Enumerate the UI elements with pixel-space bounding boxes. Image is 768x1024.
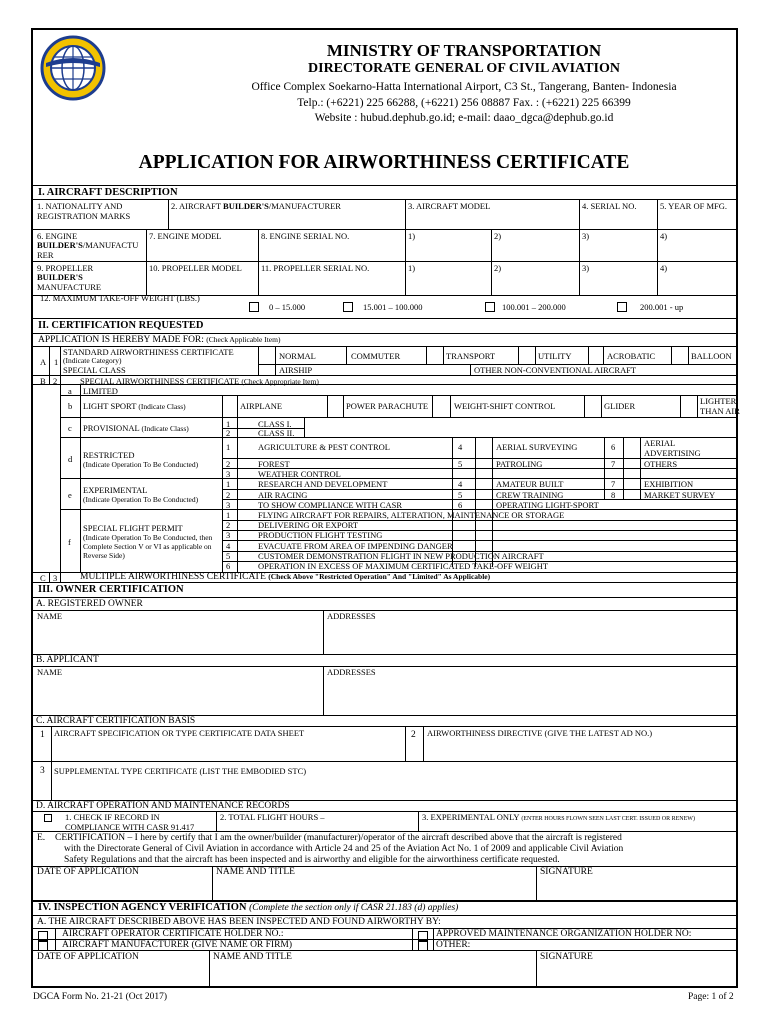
weather-control-option[interactable]: WEATHER CONTROL <box>258 469 341 479</box>
special-flight-permit-option[interactable]: SPECIAL FLIGHT PERMIT <box>83 523 183 533</box>
row-b-lightsport: b <box>68 401 73 411</box>
aoc-holder-label: AIRCRAFT OPERATOR CERTIFICATE HOLDER NO.: <box>62 929 284 939</box>
class-2-number: 2 <box>226 428 231 438</box>
row-a-label: A <box>40 357 47 367</box>
r5-number: 5 <box>458 459 463 469</box>
market-survey-option[interactable]: MARKET SURVEY <box>644 490 716 500</box>
row-c-number: 3 <box>53 573 58 583</box>
provisional-option[interactable]: PROVISIONAL (Indicate Class) <box>83 423 189 433</box>
multiple-airworthiness-option[interactable]: MULTIPLE AIRWORTHINESS CERTIFICATE (Check Above "Restricted Operation" And "Limited" As Applicable) <box>80 572 491 582</box>
aerial-advertising-option[interactable]: AERIAL <box>644 438 676 448</box>
certification-e-label: E. <box>37 833 46 843</box>
f2-number: 2 <box>226 520 231 530</box>
evacuate-danger-option[interactable]: EVACUATE FROM AREA OF IMPENDING DANGER <box>258 541 453 551</box>
row-d-restricted: d <box>68 454 73 464</box>
builder-label: 2. AIRCRAFT BUILDER'S/MANUFACTURER <box>171 201 341 211</box>
sfp-note-2: Complete Section V or VI as applicable on <box>83 542 212 551</box>
weight-15001-100000-label: 15.001 – 100.000 <box>363 302 423 312</box>
weight-100001-200000-label: 100.001 – 200.000 <box>502 302 566 312</box>
aerial-advertising-option-line2: ADVERTISING <box>644 448 701 458</box>
row-c-label: C <box>40 573 46 583</box>
other-label: OTHER: <box>436 940 471 950</box>
c3-number: 3 <box>40 766 45 776</box>
f6-number: 6 <box>226 561 231 571</box>
registration-marks-label: REGISTRATION MARKS <box>37 211 131 221</box>
propeller-manufacture-label: MANUFACTURE <box>37 282 102 292</box>
c2-number: 2 <box>411 730 416 740</box>
production-flight-testing-option[interactable]: PRODUCTION FLIGHT TESTING <box>258 530 383 540</box>
e7-number: 7 <box>611 479 616 489</box>
manufacturer-label: AIRCRAFT MANUFACTURER (GIVE NAME OR FIRM) <box>62 940 293 950</box>
lighter-than-air-option[interactable]: LIGHTER <box>700 396 737 406</box>
applicant-addresses-label: ADDRESSES <box>327 667 376 677</box>
sfp-note-1: (Indicate Operation To Be Conducted, then <box>83 533 213 542</box>
section-2-title: II. CERTIFICATION REQUESTED <box>38 320 204 331</box>
airworthiness-directive-label: AIRWORTHINESS DIRECTIVE (GIVE THE LATEST AD NO.) <box>427 728 653 738</box>
registered-owner-title: A. REGISTERED OWNER <box>36 599 143 609</box>
e6-number: 6 <box>458 500 463 510</box>
serial-no-label: 4. SERIAL NO. <box>582 201 637 211</box>
other-nonconventional-option[interactable]: OTHER NON-CONVENTIONAL AIRCRAFT <box>474 365 637 375</box>
restricted-note: (Indicate Operation To Be Conducted) <box>83 460 199 469</box>
e5-number: 5 <box>458 490 463 500</box>
transport-option[interactable]: TRANSPORT <box>446 351 496 361</box>
commuter-option[interactable]: COMMUTER <box>351 351 401 361</box>
excess-mtow-option[interactable]: OPERATION IN EXCESS OF MAXIMUM CERTIFICATED TAKE-OFF WEIGHT <box>258 561 549 571</box>
experimental-only-label: 3. EXPERIMENTAL ONLY (ENTER HOURS FLOWN SEEN LAST CERT. ISSUED OR RENEW) <box>422 812 695 822</box>
exhibition-option[interactable]: EXHIBITION <box>644 479 694 489</box>
engine-serial-2: 2) <box>494 231 502 241</box>
propeller-model-label: 10. PROPELLER MODEL <box>149 263 242 273</box>
row-a-number: 1 <box>54 357 59 367</box>
f1-number: 1 <box>226 510 231 520</box>
f5-number: 5 <box>226 551 231 561</box>
e1-number: 1 <box>226 479 231 489</box>
section-3-title: III. OWNER CERTIFICATION <box>38 584 184 595</box>
experimental-note: (Indicate Operation To Be Conducted) <box>83 495 199 504</box>
owner-name-label: NAME <box>37 611 63 621</box>
r3-number: 3 <box>226 469 231 479</box>
propeller-builder-label: BUILDER'S <box>37 272 83 282</box>
record-compliance-casr-label: COMPLIANCE WITH CASR 91.417 <box>65 822 195 832</box>
propeller-serial-4: 4) <box>660 263 668 273</box>
standard-airworthiness-label: STANDARD AIRWORTHINESS CERTIFICATE <box>63 347 234 357</box>
patroling-option[interactable]: PATROLING <box>496 459 543 469</box>
phone-line: Telp.: (+6221) 225 66288, (+6221) 256 08887 Fax. : (+6221) 225 66399 <box>297 97 631 109</box>
r1-number: 1 <box>226 442 231 452</box>
f3-number: 3 <box>226 530 231 540</box>
propeller-serial-3: 3) <box>582 263 590 273</box>
aircraft-model-label: 3. AIRCRAFT MODEL <box>408 201 491 211</box>
delivering-export-option[interactable]: DELIVERING OR EXPORT <box>258 520 359 530</box>
engine-serial-4: 4) <box>660 231 668 241</box>
amo-holder-label: APPROVED MAINTENANCE ORGANIZATION HOLDER NO: <box>436 929 692 939</box>
weight-0-15000-label: 0 – 15.000 <box>269 302 306 312</box>
e8-number: 8 <box>611 490 616 500</box>
weight-shift-control-option[interactable]: WEIGHT-SHIFT CONTROL <box>454 401 556 411</box>
propeller-label: 9. PROPELLER <box>37 263 94 273</box>
engine-serial-3: 3) <box>582 231 590 241</box>
row-e-experimental: e <box>68 490 72 500</box>
power-parachute-option[interactable]: POWER PARACHUTE <box>346 401 429 411</box>
limited-option[interactable]: LIMITED <box>83 386 118 396</box>
record-compliance-label: 1. CHECK IF RECORD IN <box>65 812 160 822</box>
applicant-name-label: NAME <box>37 667 63 677</box>
weight-200001-up-label: 200.001 - up <box>640 302 684 312</box>
e3-number: 3 <box>226 500 231 510</box>
operation-records-title: D. AIRCRAFT OPERATION AND MAINTENANCE RECORDS <box>36 801 290 811</box>
engine-serial-1: 1) <box>408 231 416 241</box>
engine-serial-label: 8. ENGINE SERIAL NO. <box>261 231 350 241</box>
r7-number: 7 <box>611 459 616 469</box>
certification-text-2: with the Directorate General of Civil Aviation in accordance with Article 24 and 25 of the Aviation Act No. 1 of 2009 and applicable Civil Aviation <box>64 844 624 854</box>
acrobatic-option[interactable]: ACROBATIC <box>607 351 656 361</box>
weight-100001-200000-checkbox[interactable] <box>485 302 495 312</box>
agriculture-pest-control-option[interactable]: AGRICULTURE & PEST CONTROL <box>258 442 390 452</box>
e4-number: 4 <box>458 479 463 489</box>
weight-15001-100000-checkbox[interactable] <box>343 302 353 312</box>
type-certificate-label: AIRCRAFT SPECIFICATION OR TYPE CERTIFICATE DATA SHEET <box>54 728 305 738</box>
special-airworthiness-label: SPECIAL AIRWORTHINESS CERTIFICATE (Check Appropriate Item) <box>80 376 319 386</box>
engine-builder-label: BUILDER'S/MANUFACTU <box>37 240 139 250</box>
lighter-than-air-option-line2: THAN AIR <box>700 406 740 416</box>
owner-signature-label: SIGNATURE <box>540 867 593 877</box>
others-option[interactable]: OTHERS <box>644 459 678 469</box>
record-compliance-checkbox[interactable] <box>44 814 52 822</box>
row-f-special-flight: f <box>68 537 71 547</box>
row-a-limited: a <box>68 386 72 396</box>
special-class-label: SPECIAL CLASS <box>63 365 126 375</box>
class-1-number: 1 <box>226 419 231 429</box>
row-b-number: 2 <box>53 376 58 386</box>
row-b-label: B <box>40 376 46 386</box>
nationality-label: 1. NATIONALITY AND <box>37 201 123 211</box>
r2-number: 2 <box>226 459 231 469</box>
stc-label: SUPPLEMENTAL TYPE CERTIFICATE (LIST THE EMBODIED STC) <box>54 766 307 776</box>
form-number: DGCA Form No. 21-21 (Oct 2017) <box>33 992 168 1002</box>
section-4-title: IV. INSPECTION AGENCY VERIFICATION (Complete the section only if CASR 21.183 (d) applies) <box>38 902 459 913</box>
amateur-built-option[interactable]: AMATEUR BUILT <box>496 479 564 489</box>
owner-name-title-label: NAME AND TITLE <box>216 867 295 877</box>
experimental-option[interactable]: EXPERIMENTAL <box>83 485 148 495</box>
weight-200001-up-checkbox[interactable] <box>617 302 627 312</box>
light-sport-option[interactable]: LIGHT SPORT (Indicate Class) <box>83 401 186 411</box>
f4-number: 4 <box>226 541 231 551</box>
balloon-option[interactable]: BALLOON <box>691 351 732 361</box>
ministry-title: MINISTRY OF TRANSPORTATION <box>326 41 602 60</box>
engine-rer-label: RER <box>37 250 54 260</box>
forest-option[interactable]: FOREST <box>258 459 290 469</box>
aerial-surveying-option[interactable]: AERIAL SURVEYING <box>496 442 578 452</box>
page-number: Page: 1 of 2 <box>688 992 734 1002</box>
application-made-for: APPLICATION IS HEREBY MADE FOR: (Check Applicable Item) <box>38 335 281 345</box>
certification-text-1: CERTIFICATION – I here by certify that I am the owner/builder (manufacturer)/operator of the aircraft described above that the aircraft is registered <box>55 833 622 843</box>
operating-light-sport-option[interactable]: OPERATING LIGHT-SPORT <box>496 500 599 510</box>
propeller-serial-2: 2) <box>494 263 502 273</box>
certification-basis-title: C. AIRCRAFT CERTIFICATION BASIS <box>36 716 196 726</box>
mtow-label: 12. MAXIMUM TAKE-OFF WEIGHT (LBS.) <box>40 293 200 303</box>
total-flight-hours-label: 2. TOTAL FLIGHT HOURS – <box>220 812 325 822</box>
section-1-title: I. AIRCRAFT DESCRIPTION <box>38 187 178 198</box>
owner-addresses-label: ADDRESSES <box>327 611 376 621</box>
inspected-by-title: A. THE AIRCRAFT DESCRIBED ABOVE HAS BEEN INSPECTED AND FOUND AIRWORTHY BY: <box>37 917 441 927</box>
agency-signature-label: SIGNATURE <box>540 952 593 962</box>
air-racing-option[interactable]: AIR RACING <box>258 490 308 500</box>
normal-option[interactable]: NORMAL <box>279 351 316 361</box>
restricted-option[interactable]: RESTRICTED <box>83 450 135 460</box>
engine-model-label: 7. ENGINE MODEL <box>149 231 222 241</box>
show-compliance-casr-option[interactable]: TO SHOW COMPLIANCE WITH CASR <box>258 500 403 510</box>
year-mfg-label: 5. YEAR OF MFG. <box>660 201 727 211</box>
sfp-note-3: Reverse Side) <box>83 551 125 560</box>
utility-option[interactable]: UTILITY <box>538 351 572 361</box>
certification-text-3: Safety Regulations and that the aircraft has been inspected and is airworthy and eligible for the airworthiness certificate requested. <box>64 855 560 865</box>
form-title: APPLICATION FOR AIRWORTHINESS CERTIFICATE <box>138 152 630 173</box>
directorate-title: DIRECTORATE GENERAL OF CIVIL AVIATION <box>308 61 620 76</box>
propeller-serial-label: 11. PROPELLER SERIAL NO. <box>261 263 370 273</box>
class-1-option[interactable]: CLASS I. <box>258 419 292 429</box>
glider-option[interactable]: GLIDER <box>604 401 636 411</box>
agency-date-label: DATE OF APPLICATION <box>37 952 139 962</box>
customer-demonstration-option[interactable]: CUSTOMER DEMONSTRATION FLIGHT IN NEW PRODUCTION AIRCRAFT <box>258 551 544 561</box>
airship-option[interactable]: AIRSHIP <box>279 365 313 375</box>
agency-name-title-label: NAME AND TITLE <box>213 952 292 962</box>
r4-number: 4 <box>458 442 463 452</box>
c1-number: 1 <box>40 730 45 740</box>
r6-number: 6 <box>611 442 616 452</box>
weight-0-15000-checkbox[interactable] <box>249 302 259 312</box>
row-c-provisional: c <box>68 423 72 433</box>
engine-label: 6. ENGINE <box>37 231 78 241</box>
indicate-category-note: (Indicate Category) <box>63 356 122 365</box>
airplane-option[interactable]: AIRPLANE <box>240 401 283 411</box>
crew-training-option[interactable]: CREW TRAINING <box>496 490 564 500</box>
propeller-serial-1: 1) <box>408 263 416 273</box>
class-2-option[interactable]: CLASS II. <box>258 428 295 438</box>
applicant-title: B. APPLICANT <box>36 655 99 665</box>
owner-date-label: DATE OF APPLICATION <box>37 867 139 877</box>
flying-for-repairs-option[interactable]: FLYING AIRCRAFT FOR REPAIRS, ALTERATION, MAINTENANCE OR STORAGE <box>258 510 565 520</box>
office-address: Office Complex Soekarno-Hatta International Airport, C3 St., Tangerang, Banten- Indonesia <box>251 81 677 93</box>
research-development-option[interactable]: RESEARCH AND DEVELOPMENT <box>258 479 388 489</box>
website-line: Website : hubud.dephub.go.id; e-mail: daao_dgca@dephub.go.id <box>314 112 614 124</box>
e2-number: 2 <box>226 490 231 500</box>
